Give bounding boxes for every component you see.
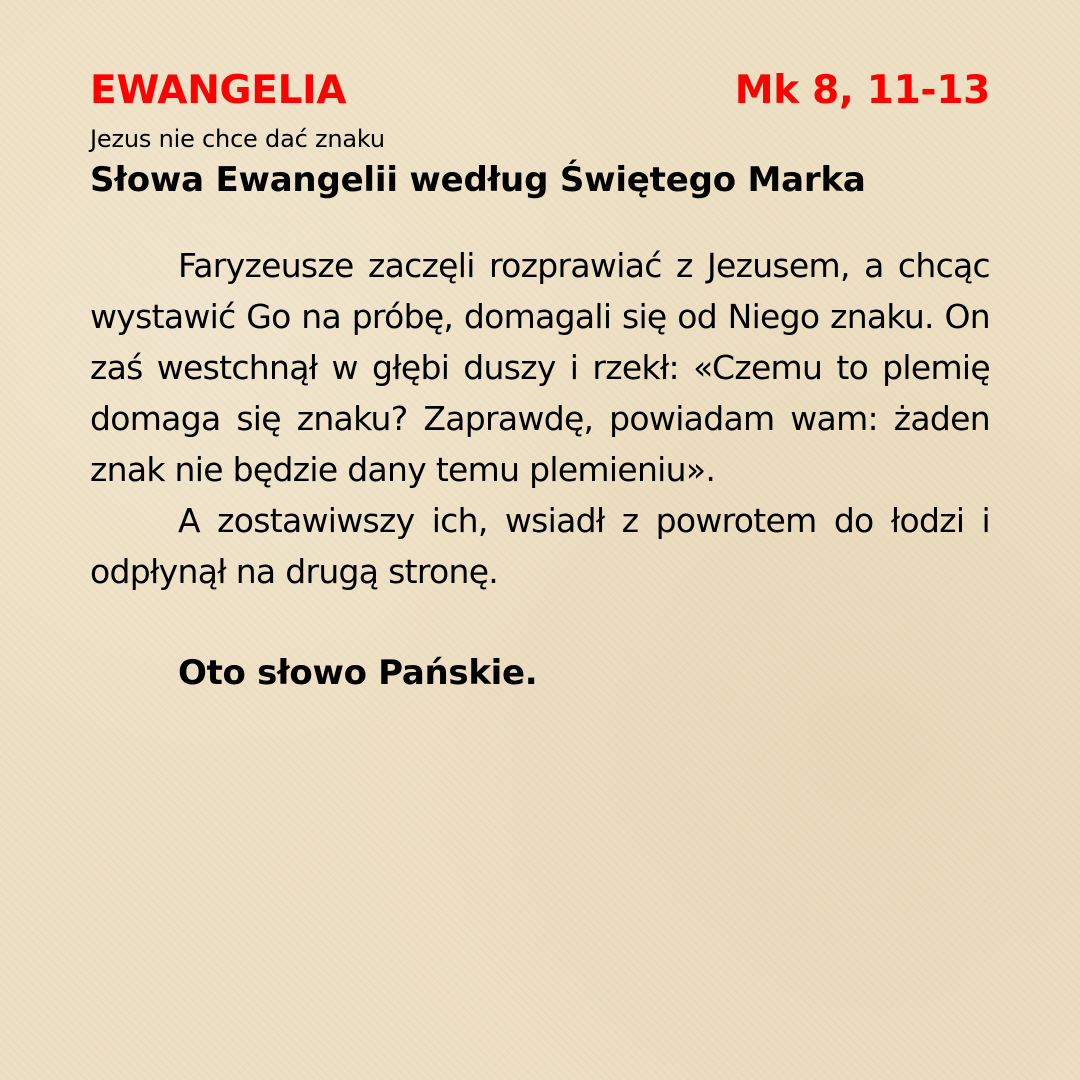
reading-title: EWANGELIA [90, 68, 347, 113]
reading-subtitle: Jezus nie chce dać znaku [90, 125, 385, 153]
reading-page [90, 68, 990, 695]
reading-paragraph: A zostawiwszy ich, wsiadł z powrotem do łodzi i odpłynął na drugą stronę. [90, 501, 990, 591]
closing-acclamation: Oto słowo Pańskie. [178, 653, 538, 693]
scripture-reference: Mk 8, 11-13 [734, 68, 990, 113]
reading-header [90, 68, 990, 118]
gospel-book-line: Słowa Ewangelii według Świętego Marka [90, 160, 866, 200]
reading-body [90, 240, 990, 597]
reading-paragraph: Faryzeusze zaczęli rozprawiać z Jezusem, a chcąc wystawić Go na próbę, domagali się od Niego znaku. On zaś westchnął w głębi duszy i rzekł: «Czemu to plemię domaga się znaku? Zaprawdę, powiadam wam: żaden znak nie będzie dany temu plemieniu». [90, 246, 990, 489]
